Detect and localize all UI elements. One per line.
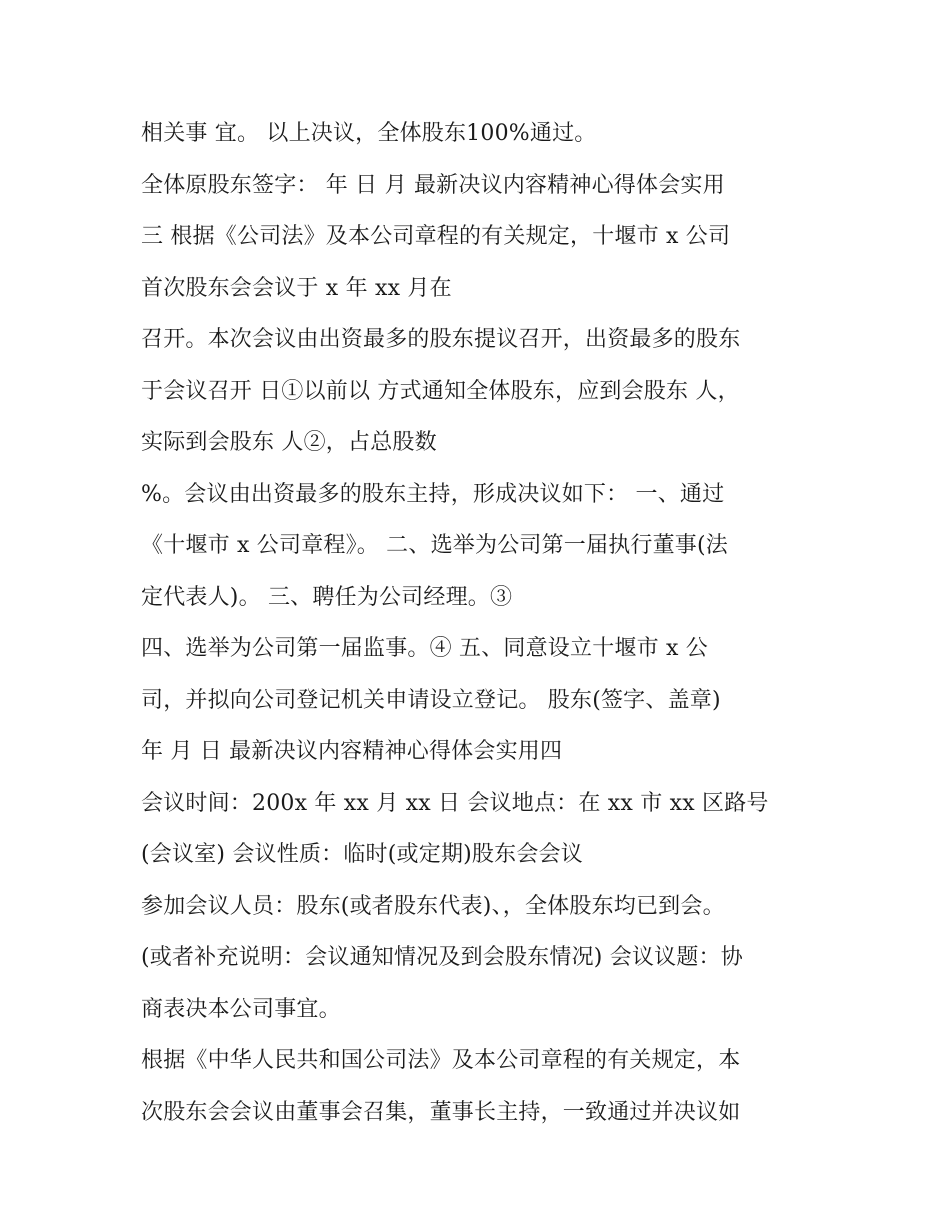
text-line-1: 相关事 宜。 以上决议，全体股东100%通过。: [141, 121, 597, 146]
text-line-9: 《十堰市 x 公司章程》。 二、选举为公司第一届执行董事(法: [141, 533, 728, 558]
text-line-15: (会议室) 会议性质：临时(或定期)股东会会议: [141, 842, 583, 867]
text-line-2: 全体原股东签字： 年 日 月 最新决议内容精神心得体会实用: [141, 172, 725, 198]
text-line-4: 首次股东会会议于 x 年 xx 月在: [141, 275, 452, 301]
text-line-3: 三 根据《公司法》及本公司章程的有关规定，十堰市 x 公司: [141, 224, 731, 249]
text-line-6: 于会议召开 日①以前以 方式通知全体股东，应到会股东 人，: [141, 378, 740, 404]
document-body: [141, 108, 831, 1138]
text-line-12: 司，并拟向公司登记机关申请设立登记。 股东(签字、盖章): [141, 687, 721, 713]
text-line-8: %。会议由出资最多的股东主持，形成决议如下： 一、通过: [141, 481, 725, 507]
text-line-19: 根据《中华人民共和国公司法》及本公司章程的有关规定，本: [141, 1048, 741, 1073]
text-line-11: 四、选举为公司第一届监事。④ 五、同意设立十堰市 x 公: [141, 636, 708, 661]
text-line-7: 实际到会股东 人②，占总股数: [141, 430, 437, 455]
text-line-18: 商表决本公司事宜。: [141, 996, 341, 1022]
text-line-14: 会议时间：200x 年 xx 月 xx 日 会议地点：在 xx 市 xx 区路号: [141, 790, 769, 816]
text-line-20: 次股东会会议由董事会召集，董事长主持，一致通过并决议如: [141, 1099, 741, 1125]
text-line-17: (或者补充说明：会议通知情况及到会股东情况) 会议议题：协: [141, 945, 743, 970]
text-line-16: 参加会议人员：股东(或者股东代表)、，全体股东均已到会。: [141, 893, 725, 919]
text-line-13: 年 月 日 最新决议内容精神心得体会实用四: [141, 739, 563, 764]
text-line-5: 召开。本次会议由出资最多的股东提议召开，出资最多的股东: [141, 327, 741, 352]
text-line-10: 定代表人)。 三、聘任为公司经理。③: [141, 584, 513, 610]
